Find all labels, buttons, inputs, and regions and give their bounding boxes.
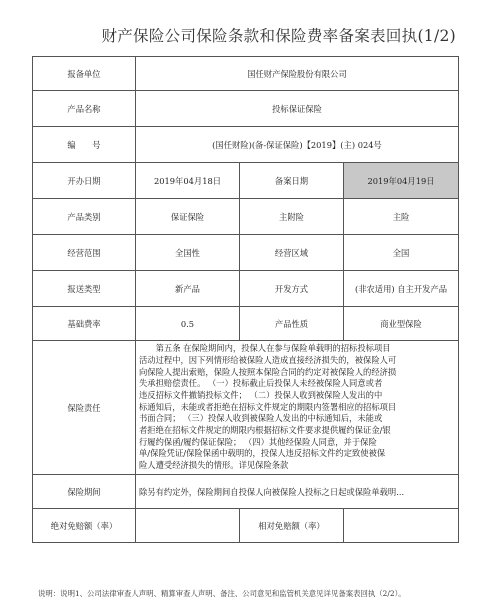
reporter-value: 国任财产保险股份有限公司	[136, 57, 459, 91]
dev-mode-label: 开发方式	[240, 271, 344, 307]
duty-line: 第五条 在保险期间内，投保人在参与保险单载明的招标投标项目	[139, 343, 391, 354]
scope-value: 全国性	[136, 235, 240, 271]
scope-label: 经营范围	[33, 235, 136, 271]
nature-value: 商业型保险	[344, 307, 459, 341]
region-label: 经营区域	[240, 235, 344, 271]
footnote: 说明：说明1、公司法律审查人声明、精算审查人声明、备注、公司意见和监管机关意见详见备案表回执（2/2）。	[38, 589, 406, 598]
dev-mode-value: (非农适用) 自主开发产品	[344, 271, 459, 307]
nature-label: 产品性质	[240, 307, 344, 341]
product-name-label: 产品名称	[33, 91, 136, 127]
duty-line: 险人遭受经济损失的情形。详见保险条款	[139, 460, 289, 471]
duty-line: 单/保险凭证/保险保函中载明的，投保人违反招标文件约定致使被保	[139, 448, 386, 459]
page-title: 财产保险公司保险条款和保险费率备案表回执(1/2)	[101, 27, 456, 45]
period-label: 保险期间	[33, 475, 136, 509]
start-date-label: 开办日期	[33, 163, 136, 199]
reporter-label: 报备单位	[33, 57, 136, 91]
row-number	[33, 127, 459, 163]
row-scope	[33, 235, 459, 271]
category-label: 产品类别	[33, 199, 136, 235]
abs-deductible-label: 绝对免赔额（率）	[33, 509, 136, 543]
duty-line: 标通知后，未能或者拒绝在招标文件规定的期限内签署相应的招标项目	[139, 401, 397, 412]
row-category	[33, 199, 459, 235]
rel-deductible-value	[344, 509, 459, 543]
base-rate-value: 0.5	[136, 307, 240, 341]
start-date-value: 2019年04月18日	[136, 163, 240, 199]
duty-line: 活动过程中，因下列情形给被保险人造成直接经济损失的，被保险人可	[139, 354, 397, 365]
submission-label: 报送类型	[33, 271, 136, 307]
row-product-name	[33, 91, 459, 127]
category-value: 保证保险	[136, 199, 240, 235]
duty-line: 书面合同； （三）投保人收到被保险人发出的中标通知后，未能或	[139, 413, 383, 424]
duty-text	[136, 341, 459, 475]
main-rider-value: 主险	[344, 199, 459, 235]
product-name-value: 投标保证保险	[136, 91, 459, 127]
duty-line: 行履约保函/履约保证保险； （四）其他经保险人同意，并于保险	[139, 436, 377, 447]
row-dates	[33, 163, 459, 199]
filing-receipt-table	[32, 56, 459, 543]
number-label: 编 号	[33, 127, 136, 163]
rel-deductible-label: 相对免赔额（率）	[240, 509, 344, 543]
row-submission	[33, 271, 459, 307]
row-period	[33, 475, 459, 509]
duty-line: 失承担赔偿责任。 （一）投标截止后投保人未经被保险人同意或者	[139, 378, 383, 389]
duty-line: 者拒绝在招标文件规定的期限内根据招标文件要求提供履约保证金/银	[139, 425, 391, 436]
base-rate-label: 基础费率	[33, 307, 136, 341]
filing-date-label: 备案日期	[240, 163, 344, 199]
main-rider-label: 主附险	[240, 199, 344, 235]
abs-deductible-value	[136, 509, 240, 543]
filing-date-value: 2019年04月19日	[344, 163, 459, 199]
duty-line: 违反招标文件撤销投标文件； （二）投保人收到被保险人发出的中	[139, 389, 383, 400]
row-rate	[33, 307, 459, 341]
submission-value: 新产品	[136, 271, 240, 307]
row-reporter	[33, 57, 459, 91]
row-duty	[33, 341, 459, 475]
row-deductible	[33, 509, 459, 543]
duty-label: 保险责任	[33, 341, 136, 475]
number-value: (国任财险)(备-保证保险)【2019】(主) 024号	[136, 127, 459, 163]
period-value: 除另有约定外，保险期间自投保人向被保险人投标之日起或保险单载明...	[136, 475, 459, 509]
region-value: 全国	[344, 235, 459, 271]
duty-line: 向保险人提出索赔，保险人按照本保险合同的约定对被保险人的经济损	[139, 366, 397, 377]
